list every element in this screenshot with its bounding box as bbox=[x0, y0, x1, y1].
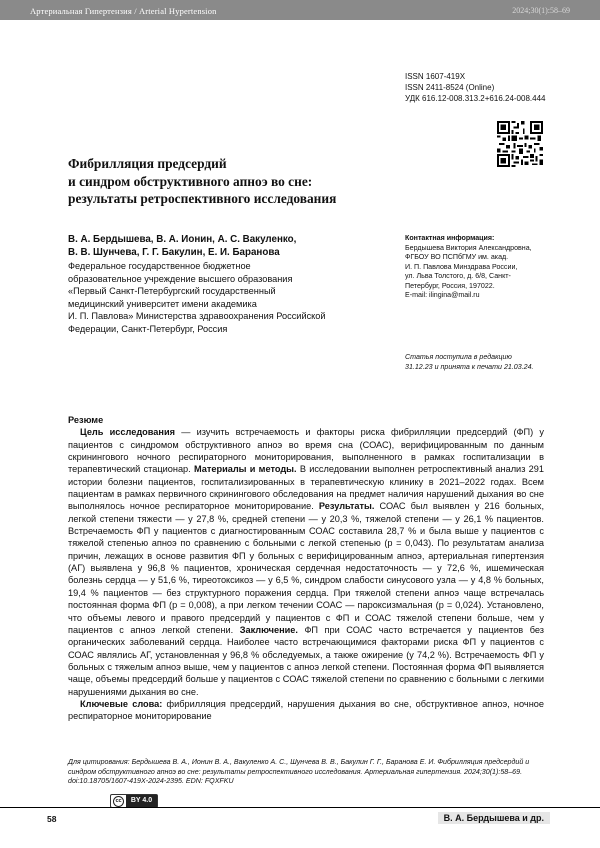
affiliation-line: Федеральное государственное бюджетное bbox=[68, 261, 251, 271]
identifiers bbox=[405, 71, 545, 104]
affiliation-line: Федерации, Санкт-Петербург, Россия bbox=[68, 323, 228, 334]
aim-text: — изучить встречаемость и факторы риска фибрилляции предсердий (ФП) у пациентов с синдромом обструктивного апноэ во время сна (СОАС), верифицированным по данным скринингового ночного респираторного мониторирования, выполненного в рамках госпитализации в терапевтический стационар. bbox=[68, 427, 544, 475]
received-dates bbox=[405, 353, 565, 372]
contact-line: Бердышева Виктория Александровна, bbox=[405, 243, 532, 252]
journal-header bbox=[0, 0, 600, 20]
author-list bbox=[68, 233, 388, 259]
page-number: 58 bbox=[47, 814, 57, 824]
title-line: и синдром обструктивного апноэ во сне: bbox=[68, 173, 313, 189]
article-title bbox=[68, 155, 468, 208]
running-authors: В. А. Бердышева и др. bbox=[438, 812, 550, 824]
udc-code: УДК 616.12-008.313.2+616.24-008.444 bbox=[405, 94, 546, 103]
contact-line: И. П. Павлова Минздрава России, bbox=[405, 262, 518, 271]
citation bbox=[68, 758, 544, 787]
abstract-heading: Резюме bbox=[68, 415, 104, 425]
methods-label: Материалы и методы. bbox=[193, 464, 297, 475]
contact-email[interactable]: E-mail: ilingina@mail.ru bbox=[405, 291, 480, 299]
results-text: СОАС был выявлен у 216 больных, легкой степени тяжести — у 27,8 %, средней степени — у 20,3 %, тяжелой степени — у 26,1 % пациентов. Встречаемость ФП у пациентов с диагностированным СОАС составила 28,7 % и была выше у пациентов с тяжелой степенью апноэ по сравнению с больными с легкой степенью (p = 0,043). По результатам анализа причин, лежащих в основе развития ФП у больных с верифицированным апноэ, артериальная гипертензия (АГ) выявлена у 96,8 % пациентов, хроническая сердечная недостаточность — у 72,6 %, ишемическая болезнь сердца — у 51,6 %, тиреотоксикоз — у 6,5 %, синдром слабости синусового узла — у 4,8 % больных, 19,4 % пациентов — без структурного поражения сердца. При тяжелой степени апноэ чаще встречалась постоянная форма ФП (p = 0,008), а при легком течении СОАС — пароксизмальная (p = 0,024). Установлено, что объемы левого и правого предсердий у пациентов с ФП и СОАС тяжелой степени больше, чем у пациентов с апноэ легкой степени. bbox=[68, 501, 544, 635]
affiliation-line: «Первый Санкт-Петербургский государственный bbox=[68, 286, 276, 297]
issn-print: ISSN 1607-419X bbox=[405, 72, 466, 81]
conclusion-text: ФП при СОАС часто встречается у пациентов без органических заболеваний сердца. Наиболее часто встречающимися факторами риска ФП у пациентов с СОАС являлись АГ, установленная у 96,8 % обследуемых, а также ожирение (у 74,2 %). Встречаемость ФП у больных с тяжелым апноэ выше, чем у пациентов с апноэ легкой степени. Постоянная форма ФП выявляется чаще, объемы предсердий больше у пациентов с СОАС тяжелой степени по сравнению с больными с легкими нарушениями дыхания во сне. bbox=[68, 624, 544, 697]
authors-line: В. А. Бердышева, В. А. Ионин, А. С. Вакуленко, bbox=[68, 234, 297, 245]
keywords-label: Ключевые слова: bbox=[80, 698, 163, 709]
aim-label: Цель исследования bbox=[80, 427, 175, 438]
keywords bbox=[68, 698, 544, 723]
keywords-text: фибрилляция предсердий, нарушения дыхания во сне, обструктивное апноэ, ночное респираторное мониторирование bbox=[68, 698, 544, 722]
affiliation-line: медицинский университет имени академика bbox=[68, 298, 257, 309]
creative-commons-icon[interactable] bbox=[110, 794, 158, 808]
journal-name: Артериальная Гипертензия / Arterial Hypertension bbox=[30, 6, 217, 16]
contact-heading: Контактная информация: bbox=[405, 234, 495, 242]
authors-line: В. В. Шунчева, Г. Г. Бакулин, Е. И. Баранова bbox=[68, 247, 280, 258]
footer-divider bbox=[0, 807, 600, 808]
title-line: результаты ретроспективного исследования bbox=[68, 191, 337, 206]
title-line: Фибрилляция предсердий bbox=[68, 156, 227, 171]
results-label: Результаты. bbox=[318, 501, 375, 512]
license-label: BY 4.0 bbox=[126, 795, 157, 807]
conclusion-label: Заключение. bbox=[239, 624, 298, 635]
affiliation bbox=[68, 260, 398, 336]
contact-info bbox=[405, 234, 565, 301]
abstract-body bbox=[68, 426, 544, 698]
contact-line: ФГБОУ ВО ПСПбГМУ им. акад. bbox=[405, 253, 509, 261]
received-line: Статья поступила в редакцию bbox=[405, 353, 512, 361]
affiliation-line: образовательное учреждение высшего образования bbox=[68, 273, 293, 284]
issue-info: 2024;30(1):58–69 bbox=[512, 6, 570, 15]
citation-text[interactable]: Бердышева В. А., Ионин В. А., Вакуленко А. С., Шунчева В. В., Бакулин Г. Г., Баранова Е. И. Фибрилляция предсердий и синдром обструктивного апноэ во сне: результаты ретроспективного исследования. Артериальная гипертензия. 2024;30(1):58–69. doi:10.18705/1607-419X-2024-2395. EDN: FQXFKU bbox=[68, 758, 530, 786]
contact-line: Петербург, Россия, 197022. bbox=[405, 281, 495, 290]
qr-code-icon[interactable] bbox=[497, 121, 543, 167]
issn-online: ISSN 2411-8524 (Online) bbox=[405, 83, 495, 92]
received-line: 31.12.23 и принята к печати 21.03.24. bbox=[405, 362, 534, 371]
citation-label: Для цитирования: bbox=[68, 758, 130, 766]
cc-logo: cc bbox=[113, 796, 124, 807]
contact-line: ул. Льва Толстого, д. 6/8, Санкт- bbox=[405, 272, 511, 280]
affiliation-line: И. П. Павлова» Министерства здравоохранения Российской bbox=[68, 311, 326, 322]
methods-text: В исследовании выполнен ретроспективный анализ 291 истории болезни пациентов, госпитализированных в терапевтическую клинику в 2021–2022 годах. Всем пациентам в рамках первичного скринингового обследования на предмет наличия нарушений дыхания во сне выполнялось ночное респираторное мониторирование. bbox=[68, 464, 544, 512]
abstract bbox=[68, 414, 544, 723]
